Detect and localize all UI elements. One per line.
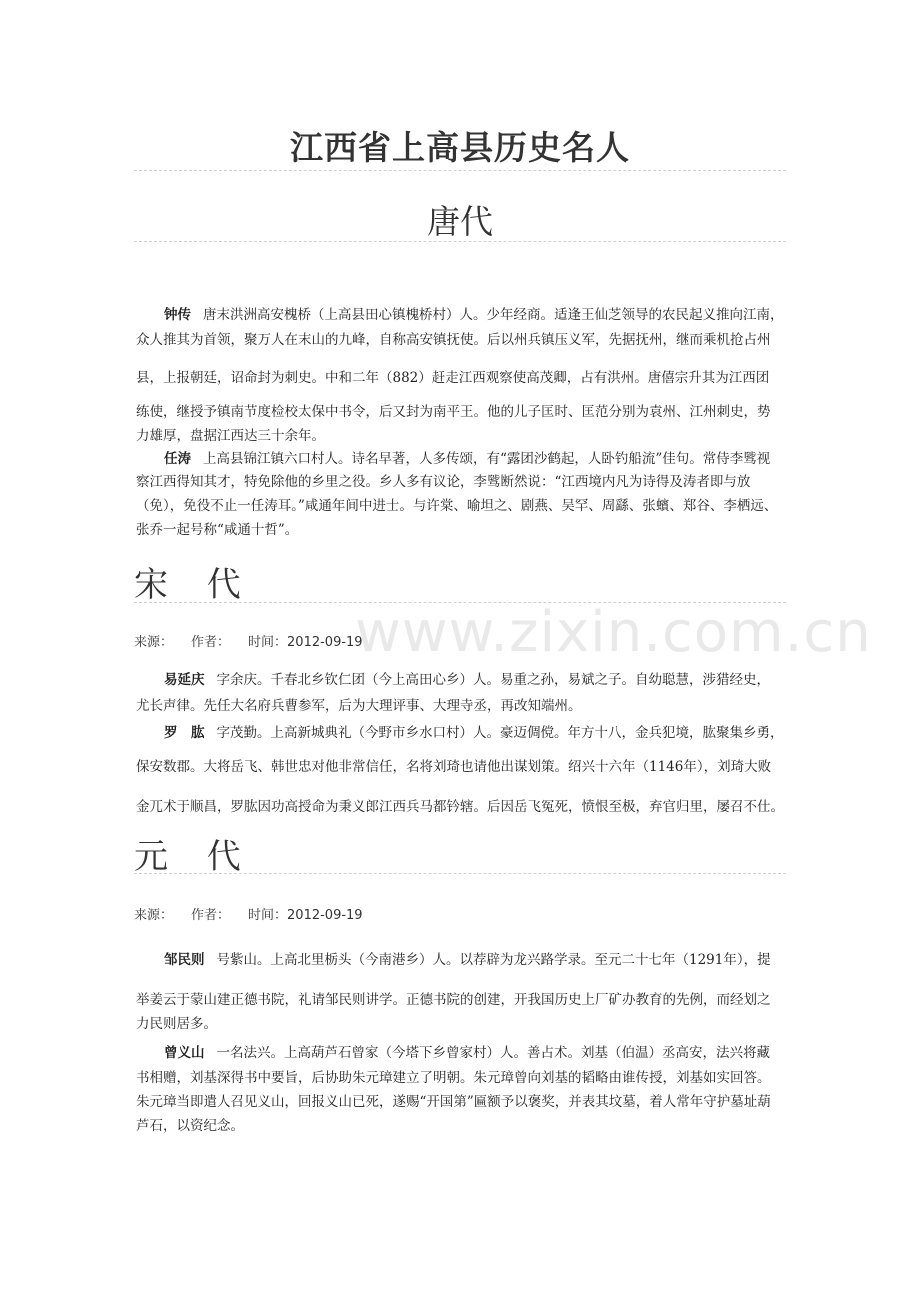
time-label: 时间：2012-09-19 [248, 635, 363, 650]
bio-text: 张乔一起号称“咸通十哲”。 [136, 522, 299, 538]
bio-text: 书相赠，刘基深得书中要旨，后协助朱元璋建立了明朝。朱元璋曾向刘基的韬略由谁传授，刘基如实回答。 [136, 1070, 771, 1086]
document-title: 江西省上高县历史名人 [290, 128, 630, 167]
bio-text: 字茂勤。上高新城典礼（今野市乡水口村）人。豪迈倜傥。年方十八，金兵犯境，肱聚集乡勇， [216, 725, 784, 741]
bio-text: 朱元璋当即遣人召见义山，回报义山已死，遂赐“开国第”匾额予以褒奖，并表其坟墓，着人常年守护墓址葫 [136, 1094, 771, 1110]
bio-text: 芦石，以资纪念。 [136, 1118, 244, 1134]
watermark: www.zixin.com.cn [355, 600, 872, 665]
song-meta [134, 631, 381, 650]
bio-text: 力民则居多。 [136, 1016, 217, 1032]
bio-text: 一名法兴。上高葫芦石曾家（今塔下乡曾家村）人。善占术。刘基（伯温）丞高安，法兴将藏 [216, 1045, 770, 1061]
source-label: 来源： [134, 635, 174, 650]
bio-zoumin [136, 950, 788, 1032]
bio-text: 众人推其为首领，聚万人在末山的九峰，自称高安镇抚使。后以州兵镇压义军，先据抚州，继而乘机抢占州 [136, 332, 771, 348]
bio-text: 察江西得知其才，特免除他的乡里之役。乡人多有议论，李骘断然说：“江西境内凡为诗得及涛者即与放 [136, 474, 751, 490]
bio-zengyishan [136, 1043, 788, 1143]
bio-zhongchuan [136, 305, 788, 445]
bio-text: 上高县锦江镇六口村人。诗名早著，人多传颂，有“露团沙鹤起，人卧钓船流”佳句。常侍李骘视 [203, 451, 771, 467]
author-label: 作者： [191, 635, 231, 650]
person-name: 罗 肱 [164, 725, 205, 741]
section-heading-yuan: 元 代 [134, 837, 255, 877]
person-name: 邹民则 [164, 952, 205, 968]
bio-text: 力雄厚，盘据江西达三十余年。 [136, 428, 325, 444]
bio-rentao [136, 449, 788, 541]
person-name: 曾义山 [164, 1045, 205, 1061]
bio-luohong [136, 723, 788, 818]
bio-text: 练使，继授予镇南节度检校太保中书令，后又封为南平王。他的儿子匡时、匡范分别为袁州、江州刺史，势 [136, 404, 771, 420]
section-heading-song: 宋 代 [134, 565, 255, 605]
bio-text: 字余庆。千春北乡钦仁团（今上高田心乡）人。易重之孙，易斌之子。自幼聪慧，涉猎经史， [216, 672, 770, 688]
yuan-meta [134, 904, 381, 923]
bio-text: 县，上报朝廷，诏命封为刺史。中和二年（882）赶走江西观察使高茂卿，占有洪州。唐僖宗升其为江西团 [136, 370, 770, 386]
bio-text: 举姜云于蒙山建正德书院，礼请邹民则讲学。正德书院的创建，开我国历史上厂矿办教育的先例，而经划之 [136, 992, 771, 1008]
time-label: 时间：2012-09-19 [248, 908, 363, 923]
tang-divider [134, 241, 786, 242]
bio-text: （免），免役不止一任涛耳。”咸通年间中进士。与许棠、喻坦之、剧燕、吴罕、周繇、张蠙、郑谷、李栖远、 [136, 498, 778, 514]
bio-text: 尤长声律。先任大名府兵曹参军，后为大理评事、大理寺丞，再改知端州。 [136, 698, 582, 714]
source-label: 来源： [134, 908, 174, 923]
bio-yiyanqing [136, 670, 788, 714]
author-label: 作者： [191, 908, 231, 923]
person-name: 任涛 [164, 451, 191, 467]
person-name: 易延庆 [164, 672, 205, 688]
song-divider [134, 602, 786, 603]
bio-text: 号紫山。上高北里栃头（今南港乡）人。以荐辟为龙兴路学录。至元二十七年（1291年），提 [216, 952, 771, 968]
title-divider [134, 170, 786, 171]
yuan-divider [134, 873, 786, 874]
bio-text: 保安数郡。大将岳飞、韩世忠对他非常信任，名将刘琦也请他出谋划策。绍兴十六年（1146年），刘琦大败 [136, 759, 772, 775]
bio-text: 唐末洪洲高安槐桥（上高县田心镇槐桥村）人。少年经商。适逢王仙芝领导的农民起义推向江南， [203, 307, 784, 323]
person-name: 钟传 [164, 307, 191, 323]
bio-text: 金兀术于顺昌，罗肱因功高授命为秉义郎江西兵马都钤辖。后因岳飞冤死，愤恨至极，弃官归里，屡召不仕。 [136, 799, 784, 815]
section-heading-tang: 唐代 [427, 202, 493, 241]
